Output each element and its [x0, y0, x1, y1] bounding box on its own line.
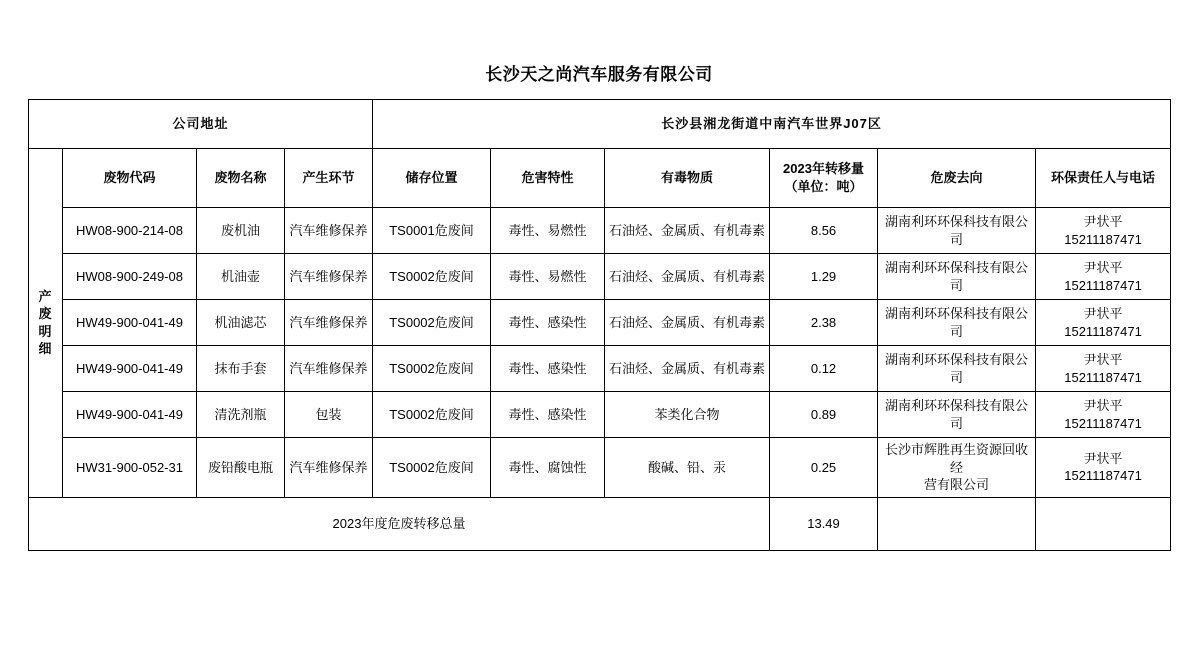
side-label-char-2: 废	[38, 306, 53, 322]
cell-hazard-property: 毒性、感染性	[491, 346, 605, 392]
cell-toxic-substance: 酸碱、铅、汞	[605, 438, 770, 498]
cell-waste-code: HW31-900-052-31	[63, 438, 197, 498]
cell-hazard-property: 毒性、感染性	[491, 300, 605, 346]
cell-destination	[878, 254, 1036, 300]
cell-toxic-substance: 石油烃、金属质、有机毒素	[605, 208, 770, 254]
cell-waste-name: 机油滤芯	[197, 300, 285, 346]
cell-transfer-amount: 8.56	[770, 208, 878, 254]
table-row	[29, 346, 1171, 392]
person-name: 尹状平	[1083, 213, 1123, 229]
person-phone: 15211187471	[1064, 277, 1142, 293]
cell-waste-code: HW49-900-041-49	[63, 300, 197, 346]
person-phone: 15211187471	[1064, 468, 1142, 484]
waste-table-container	[28, 99, 1170, 551]
table-row	[29, 254, 1171, 300]
side-label-char-4: 细	[38, 341, 53, 357]
column-header-toxic-substance: 有毒物质	[605, 149, 770, 208]
total-row	[29, 497, 1171, 550]
page-title: 长沙天之尚汽车服务有限公司	[485, 65, 713, 84]
cell-storage-location: TS0002危废间	[373, 392, 491, 438]
cell-waste-code: HW08-900-249-08	[63, 254, 197, 300]
cell-storage-location: TS0002危废间	[373, 346, 491, 392]
table-row	[29, 208, 1171, 254]
total-blank-person	[1036, 497, 1171, 550]
cell-generation-stage: 汽车维修保养	[285, 346, 373, 392]
cell-responsible-person	[1036, 438, 1171, 498]
cell-generation-stage: 汽车维修保养	[285, 300, 373, 346]
column-header-transfer-amount	[770, 149, 878, 208]
cell-responsible-person	[1036, 346, 1171, 392]
cell-storage-location: TS0002危废间	[373, 254, 491, 300]
cell-waste-name: 抹布手套	[197, 346, 285, 392]
person-name: 尹状平	[1083, 351, 1123, 367]
destination-line-2: 营有限公司	[924, 477, 990, 493]
cell-destination	[878, 438, 1036, 498]
transfer-amount-line1: 2023年转移量	[783, 161, 864, 177]
cell-generation-stage: 包装	[285, 392, 373, 438]
table-row	[29, 392, 1171, 438]
side-label-produce-waste-detail	[29, 149, 63, 498]
cell-responsible-person	[1036, 392, 1171, 438]
cell-transfer-amount: 1.29	[770, 254, 878, 300]
cell-toxic-substance: 石油烃、金属质、有机毒素	[605, 346, 770, 392]
document-page	[0, 60, 1198, 663]
person-name: 尹状平	[1083, 397, 1123, 413]
destination-line-1: 湖南利环环保科技有限公司	[885, 351, 1029, 385]
cell-waste-name: 废铅酸电瓶	[197, 438, 285, 498]
cell-storage-location: TS0002危废间	[373, 438, 491, 498]
cell-waste-name: 机油壶	[197, 254, 285, 300]
address-value: 长沙县湘龙街道中南汽车世界J07区	[373, 100, 1171, 149]
column-header-hazard-property: 危害特性	[491, 149, 605, 208]
cell-responsible-person	[1036, 208, 1171, 254]
person-name: 尹状平	[1083, 450, 1123, 466]
hazardous-waste-table	[28, 99, 1171, 551]
total-blank-destination	[878, 497, 1036, 550]
person-name: 尹状平	[1083, 259, 1123, 275]
column-header-responsible-person: 环保责任人与电话	[1036, 149, 1171, 208]
person-name: 尹状平	[1083, 305, 1123, 321]
destination-line-1: 湖南利环环保科技有限公司	[885, 397, 1029, 431]
cell-responsible-person	[1036, 300, 1171, 346]
person-phone: 15211187471	[1064, 231, 1142, 247]
cell-hazard-property: 毒性、感染性	[491, 392, 605, 438]
cell-generation-stage: 汽车维修保养	[285, 438, 373, 498]
person-phone: 15211187471	[1064, 369, 1142, 385]
total-label: 2023年度危废转移总量	[29, 497, 770, 550]
address-label: 公司地址	[29, 100, 373, 149]
total-value: 13.49	[770, 497, 878, 550]
table-row	[29, 438, 1171, 498]
column-header-generation-stage: 产生环节	[285, 149, 373, 208]
destination-line-1: 长沙市辉胜再生资源回收经	[885, 442, 1029, 475]
cell-transfer-amount: 0.12	[770, 346, 878, 392]
side-label-char-1: 产	[38, 288, 53, 304]
cell-generation-stage: 汽车维修保养	[285, 254, 373, 300]
column-header-waste-code: 废物代码	[63, 149, 197, 208]
column-header-storage-location: 储存位置	[373, 149, 491, 208]
cell-generation-stage: 汽车维修保养	[285, 208, 373, 254]
cell-waste-name: 清洗剂瓶	[197, 392, 285, 438]
cell-waste-code: HW49-900-041-49	[63, 392, 197, 438]
table-header-row	[29, 149, 1171, 208]
cell-toxic-substance: 石油烃、金属质、有机毒素	[605, 300, 770, 346]
cell-waste-code: HW08-900-214-08	[63, 208, 197, 254]
cell-hazard-property: 毒性、易燃性	[491, 208, 605, 254]
cell-destination	[878, 208, 1036, 254]
cell-waste-code: HW49-900-041-49	[63, 346, 197, 392]
transfer-amount-line2: （单位：吨）	[784, 179, 863, 194]
cell-storage-location: TS0002危废间	[373, 300, 491, 346]
cell-hazard-property: 毒性、易燃性	[491, 254, 605, 300]
address-row	[29, 100, 1171, 149]
cell-destination	[878, 346, 1036, 392]
cell-hazard-property: 毒性、腐蚀性	[491, 438, 605, 498]
person-phone: 15211187471	[1064, 323, 1142, 339]
cell-destination	[878, 300, 1036, 346]
destination-line-1: 湖南利环环保科技有限公司	[885, 305, 1029, 339]
column-header-destination: 危废去向	[878, 149, 1036, 208]
table-row	[29, 300, 1171, 346]
destination-line-1: 湖南利环环保科技有限公司	[885, 259, 1029, 293]
cell-toxic-substance: 石油烃、金属质、有机毒素	[605, 254, 770, 300]
column-header-waste-name: 废物名称	[197, 149, 285, 208]
cell-storage-location: TS0001危废间	[373, 208, 491, 254]
cell-transfer-amount: 0.89	[770, 392, 878, 438]
cell-transfer-amount: 0.25	[770, 438, 878, 498]
destination-line-1: 湖南利环环保科技有限公司	[885, 213, 1029, 247]
side-label-char-3: 明	[38, 323, 53, 339]
cell-transfer-amount: 2.38	[770, 300, 878, 346]
cell-waste-name: 废机油	[197, 208, 285, 254]
cell-toxic-substance: 苯类化合物	[605, 392, 770, 438]
cell-responsible-person	[1036, 254, 1171, 300]
cell-destination	[878, 392, 1036, 438]
person-phone: 15211187471	[1064, 415, 1142, 431]
